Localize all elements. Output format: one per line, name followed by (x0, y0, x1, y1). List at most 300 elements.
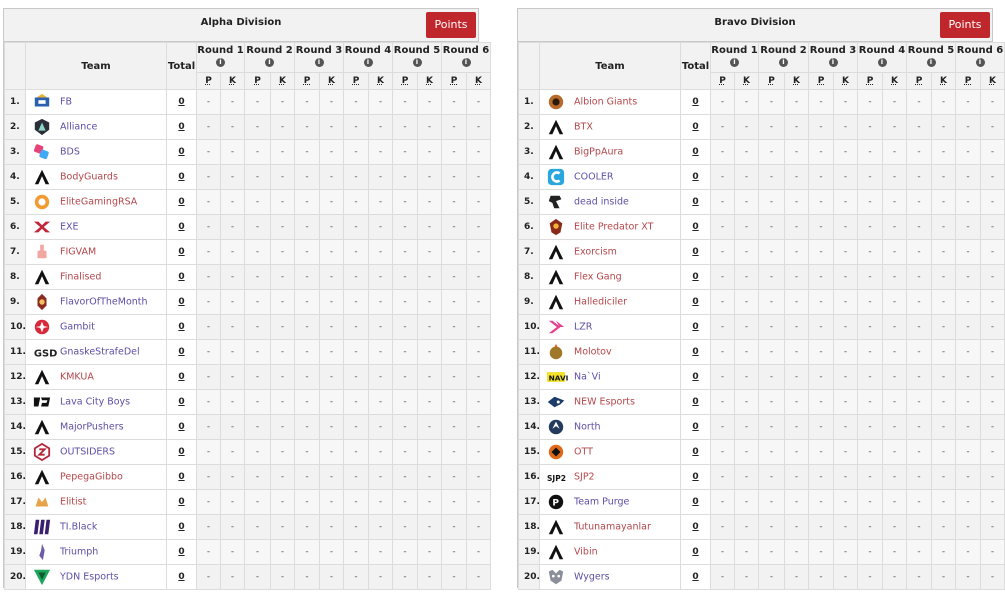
rank-cell: 10. (5, 315, 26, 340)
k-header[interactable]: K (320, 73, 344, 90)
team-name-link[interactable]: YDN Esports (60, 571, 119, 583)
round-k-cell: - (883, 165, 907, 190)
round-p-cell: - (858, 215, 883, 240)
round-p-cell: - (759, 240, 785, 265)
p-header[interactable]: P (295, 73, 320, 90)
round-k-cell: - (320, 315, 344, 340)
round-p-cell: - (759, 190, 785, 215)
round-k-cell: - (883, 565, 907, 590)
team-column-header[interactable]: Team (26, 43, 167, 90)
round-k-cell: - (369, 215, 393, 240)
team-name-link[interactable]: OTT (574, 446, 593, 458)
round-k-cell: - (981, 390, 1005, 415)
newesports-icon[interactable] (546, 393, 566, 411)
rank-cell: 10. (519, 315, 540, 340)
team-name-link[interactable]: Finalised (60, 271, 102, 283)
team-name-link[interactable]: COOLER (574, 171, 614, 183)
total-cell: 0 (167, 340, 197, 365)
team-name-link[interactable]: KMKUA (60, 371, 94, 383)
round-k-cell: - (834, 465, 858, 490)
round-p-cell: - (711, 115, 735, 140)
round-k-cell: - (271, 240, 295, 265)
round-k-cell: - (320, 115, 344, 140)
round-p-cell: - (907, 340, 932, 365)
gsd-icon[interactable] (32, 343, 58, 361)
round-k-cell: - (271, 490, 295, 515)
info-icon[interactable]: i (462, 58, 471, 67)
round-k-cell: - (883, 115, 907, 140)
k-header[interactable]: K (932, 73, 956, 90)
info-icon[interactable]: i (265, 58, 274, 67)
round-p-cell: - (759, 340, 785, 365)
p-header[interactable]: P (442, 73, 467, 90)
round-k-cell: - (932, 215, 956, 240)
team-name-link[interactable]: FlavorOfTheMonth (60, 296, 148, 308)
round-3-header (809, 43, 858, 73)
round-k-cell: - (369, 265, 393, 290)
round-k-cell: - (981, 115, 1005, 140)
round-p-cell: - (442, 340, 467, 365)
rank-cell: 2. (5, 115, 26, 140)
round-p-cell: - (344, 215, 369, 240)
round-p-cell: - (759, 290, 785, 315)
gambit-icon[interactable] (32, 318, 52, 336)
round-k-cell: - (221, 290, 245, 315)
triumph-icon[interactable] (32, 543, 52, 561)
table-row (5, 415, 491, 440)
total-cell: 0 (681, 140, 711, 165)
team-name-link[interactable]: BigPpAura (574, 146, 624, 158)
team-name-link[interactable]: Lava City Boys (60, 396, 131, 408)
round-p-cell: - (295, 240, 320, 265)
table-row (5, 540, 491, 565)
round-p-cell: - (956, 340, 981, 365)
round-p-cell: - (907, 265, 932, 290)
north-icon[interactable] (546, 418, 566, 436)
info-icon[interactable]: i (976, 58, 985, 67)
rank-cell: 19. (519, 540, 540, 565)
round-k-cell: - (467, 515, 491, 540)
p-header[interactable]: P (344, 73, 369, 90)
placeholder-a-icon[interactable] (546, 143, 566, 161)
info-icon[interactable]: i (878, 58, 887, 67)
team-cell (26, 390, 167, 415)
k-header[interactable]: K (735, 73, 759, 90)
round-k-cell: - (932, 115, 956, 140)
total-column-header[interactable]: Total (167, 43, 197, 90)
elitepredator-icon[interactable] (546, 218, 566, 236)
k-header[interactable]: K (221, 73, 245, 90)
team-name-link[interactable]: Wygers (574, 571, 610, 583)
figvam-icon[interactable] (32, 243, 52, 261)
ott-icon[interactable] (546, 443, 566, 461)
round-p-cell: - (956, 490, 981, 515)
round-k-cell: - (467, 90, 491, 115)
k-header[interactable]: K (981, 73, 1005, 90)
round-p-cell: - (809, 215, 834, 240)
round-p-cell: - (442, 540, 467, 565)
team-name-link[interactable]: Elite Predator XT (574, 221, 654, 233)
total-cell: 0 (681, 565, 711, 590)
round-k-cell: - (785, 240, 809, 265)
p-header[interactable]: P (245, 73, 271, 90)
round-k-cell: - (981, 90, 1005, 115)
ydn-icon[interactable] (32, 568, 52, 586)
team-cell (26, 290, 167, 315)
team-name-link[interactable]: Tutunamayanlar (574, 521, 651, 533)
team-name-link[interactable]: Triumph (60, 546, 99, 558)
k-header[interactable]: K (369, 73, 393, 90)
round-p-cell: - (711, 240, 735, 265)
team-cell (540, 465, 681, 490)
round-p-cell: - (711, 315, 735, 340)
round-k-cell: - (418, 240, 442, 265)
round-k-cell: - (369, 390, 393, 415)
placeholder-a-icon[interactable] (32, 418, 52, 436)
round-p-cell: - (295, 540, 320, 565)
team-name-link[interactable]: FB (60, 96, 72, 108)
placeholder-a-icon[interactable] (32, 268, 52, 286)
total-cell: 0 (681, 390, 711, 415)
round-k-cell: - (785, 365, 809, 390)
molotov-icon[interactable] (546, 343, 566, 361)
round-k-cell: - (785, 415, 809, 440)
round-p-cell: - (858, 390, 883, 415)
points-button[interactable]: Points (940, 12, 990, 38)
total-cell: 0 (167, 265, 197, 290)
round-p-cell: - (344, 190, 369, 215)
rank-cell: 17. (519, 490, 540, 515)
round-k-cell: - (369, 240, 393, 265)
info-icon[interactable]: i (927, 58, 936, 67)
round-p-cell: - (809, 490, 834, 515)
placeholder-a-icon[interactable] (546, 243, 566, 261)
k-header[interactable]: K (785, 73, 809, 90)
deadinside-icon[interactable] (546, 193, 566, 211)
round-p-cell: - (344, 315, 369, 340)
round-k-cell: - (785, 540, 809, 565)
round-k-cell: - (883, 490, 907, 515)
round-label: Round 4 (858, 45, 906, 56)
round-label: Round 2 (760, 45, 807, 56)
p-header[interactable]: P (393, 73, 418, 90)
lcb-icon[interactable] (32, 393, 52, 411)
round-p-cell: - (809, 340, 834, 365)
table-row (519, 440, 1005, 465)
p-header[interactable]: P (809, 73, 834, 90)
round-p-cell: - (197, 565, 221, 590)
round-k-cell: - (785, 440, 809, 465)
flavor-icon[interactable] (32, 293, 52, 311)
round-k-cell: - (467, 140, 491, 165)
tiblack-icon[interactable] (32, 518, 52, 536)
round-p-cell: - (442, 440, 467, 465)
team-name-link[interactable]: Team Purge (574, 496, 630, 508)
navi-icon[interactable] (546, 368, 569, 386)
total-cell: 0 (681, 540, 711, 565)
round-p-cell: - (344, 540, 369, 565)
round-p-cell: - (956, 115, 981, 140)
round-p-cell: - (759, 415, 785, 440)
round-p-cell: - (907, 215, 932, 240)
round-p-cell: - (858, 365, 883, 390)
team-name-link[interactable]: OUTSIDERS (60, 446, 116, 458)
round-3-header (295, 43, 344, 73)
total-cell: 0 (681, 90, 711, 115)
round-k-cell: - (467, 390, 491, 415)
round-p-cell: - (442, 490, 467, 515)
team-name-link[interactable]: Na`Vi (574, 371, 601, 383)
table-row (5, 90, 491, 115)
team-name-link[interactable]: Alliance (60, 121, 98, 133)
round-k-cell: - (785, 140, 809, 165)
p-header[interactable]: P (197, 73, 221, 90)
rank-cell: 9. (519, 290, 540, 315)
round-k-cell: - (735, 490, 759, 515)
teampurge-icon[interactable] (546, 493, 566, 511)
round-p-cell: - (245, 315, 271, 340)
team-name-link[interactable]: TI.Black (60, 521, 98, 533)
lzr-icon[interactable] (546, 318, 566, 336)
team-name-link[interactable]: GnaskeStrafeDel (60, 346, 140, 358)
round-p-cell: - (442, 415, 467, 440)
k-header[interactable]: K (834, 73, 858, 90)
round-p-cell: - (809, 390, 834, 415)
info-icon[interactable]: i (413, 58, 422, 67)
info-icon[interactable]: i (364, 58, 373, 67)
team-name-link[interactable]: BodyGuards (60, 171, 118, 183)
round-p-cell: - (956, 90, 981, 115)
total-column-header[interactable]: Total (681, 43, 711, 90)
round-p-cell: - (393, 115, 418, 140)
team-name-link[interactable]: Albion Giants (574, 96, 638, 108)
p-header[interactable]: P (759, 73, 785, 90)
round-p-cell: - (907, 390, 932, 415)
table-row (519, 365, 1005, 390)
round-p-cell: - (809, 565, 834, 590)
placeholder-a-icon[interactable] (32, 368, 52, 386)
team-cell (540, 440, 681, 465)
round-k-cell: - (369, 540, 393, 565)
round-p-cell: - (393, 490, 418, 515)
round-p-cell: - (393, 465, 418, 490)
team-name-link[interactable]: MajorPushers (60, 421, 124, 433)
round-k-cell: - (981, 415, 1005, 440)
round-p-cell: - (393, 215, 418, 240)
round-p-cell: - (956, 515, 981, 540)
fb-icon[interactable] (32, 93, 52, 111)
table-row (519, 540, 1005, 565)
team-name-link[interactable]: EliteGamingRSA (60, 196, 138, 208)
round-p-cell: - (907, 365, 932, 390)
round-p-cell: - (809, 315, 834, 340)
placeholder-a-icon[interactable] (546, 543, 566, 561)
wygers-icon[interactable] (546, 568, 566, 586)
team-name-link[interactable]: Flex Gang (574, 271, 622, 283)
team-name-link[interactable]: SJP2 (574, 471, 595, 483)
rank-cell: 1. (519, 90, 540, 115)
round-k-cell: - (883, 440, 907, 465)
albion-icon[interactable] (546, 93, 566, 111)
placeholder-a-icon[interactable] (546, 268, 566, 286)
round-p-cell: - (245, 115, 271, 140)
placeholder-a-icon[interactable] (546, 118, 566, 136)
team-name-link[interactable]: BDS (60, 146, 80, 158)
round-k-cell: - (735, 290, 759, 315)
info-icon[interactable]: i (315, 58, 324, 67)
round-k-cell: - (221, 340, 245, 365)
team-name-link[interactable]: Exorcism (574, 246, 617, 258)
round-k-cell: - (418, 415, 442, 440)
round-p-cell: - (295, 140, 320, 165)
team-cell (540, 165, 681, 190)
team-name-link[interactable]: dead inside (574, 196, 629, 208)
team-name-link[interactable]: Gambit (60, 321, 95, 333)
team-name-link[interactable]: BTX (574, 121, 593, 133)
placeholder-a-icon[interactable] (546, 293, 566, 311)
round-p-cell: - (393, 515, 418, 540)
round-p-cell: - (295, 390, 320, 415)
round-k-cell: - (467, 215, 491, 240)
round-k-cell: - (883, 340, 907, 365)
round-p-cell: - (907, 415, 932, 440)
round-p-cell: - (344, 90, 369, 115)
round-p-cell: - (197, 365, 221, 390)
round-p-cell: - (809, 540, 834, 565)
round-label: Round 1 (711, 45, 758, 56)
sjp2-icon[interactable] (546, 468, 566, 486)
rank-cell: 3. (5, 140, 26, 165)
round-k-cell: - (418, 340, 442, 365)
round-k-cell: - (320, 290, 344, 315)
team-name-link[interactable]: EXE (60, 221, 79, 233)
k-header[interactable]: K (271, 73, 295, 90)
division-header (4, 9, 478, 42)
team-name-link[interactable]: PepegaGibbo (60, 471, 123, 483)
rank-cell: 5. (5, 190, 26, 215)
round-p-cell: - (344, 415, 369, 440)
team-name-link[interactable]: Molotov (574, 346, 612, 358)
round-p-cell: - (759, 515, 785, 540)
table-row (5, 315, 491, 340)
total-cell: 0 (167, 515, 197, 540)
round-k-cell: - (834, 265, 858, 290)
round-k-cell: - (932, 490, 956, 515)
rank-cell: 6. (5, 215, 26, 240)
round-p-cell: - (759, 115, 785, 140)
elitist-icon[interactable] (32, 493, 52, 511)
team-name-link[interactable]: LZR (574, 321, 593, 333)
round-p-cell: - (295, 340, 320, 365)
k-header[interactable]: K (418, 73, 442, 90)
round-p-cell: - (344, 290, 369, 315)
p-header[interactable]: P (956, 73, 981, 90)
placeholder-a-icon[interactable] (32, 468, 52, 486)
total-cell: 0 (681, 490, 711, 515)
round-p-cell: - (442, 565, 467, 590)
team-name-link[interactable]: North (574, 421, 601, 433)
p-header[interactable]: P (907, 73, 932, 90)
outsiders-icon[interactable] (32, 443, 52, 461)
round-k-cell: - (320, 140, 344, 165)
round-k-cell: - (735, 215, 759, 240)
table-row (519, 265, 1005, 290)
division-title: Bravo Division (714, 17, 796, 28)
info-icon[interactable]: i (829, 58, 838, 67)
k-header[interactable]: K (467, 73, 491, 90)
round-p-cell: - (858, 340, 883, 365)
team-column-header[interactable]: Team (540, 43, 681, 90)
round-k-cell: - (369, 315, 393, 340)
team-name-link[interactable]: Hallediciler (574, 296, 628, 308)
round-k-cell: - (418, 390, 442, 415)
placeholder-a-icon[interactable] (32, 168, 52, 186)
p-header[interactable]: P (858, 73, 883, 90)
standings-table (4, 42, 491, 590)
round-k-cell: - (735, 365, 759, 390)
team-cell (540, 315, 681, 340)
team-cell (540, 365, 681, 390)
round-k-cell: - (221, 365, 245, 390)
round-p-cell: - (197, 340, 221, 365)
round-p-cell: - (393, 540, 418, 565)
round-p-cell: - (858, 540, 883, 565)
table-row (519, 515, 1005, 540)
round-p-cell: - (956, 415, 981, 440)
round-k-cell: - (735, 440, 759, 465)
info-icon[interactable]: i (730, 58, 739, 67)
team-cell (26, 465, 167, 490)
round-k-cell: - (467, 290, 491, 315)
team-name-link[interactable]: Elitist (60, 496, 87, 508)
round-k-cell: - (735, 465, 759, 490)
round-p-cell: - (344, 240, 369, 265)
round-4-header (344, 43, 393, 73)
info-icon[interactable]: i (779, 58, 788, 67)
exe-icon[interactable] (32, 218, 52, 236)
team-name-link[interactable]: Vibin (574, 546, 598, 558)
placeholder-a-icon[interactable] (546, 518, 566, 536)
rank-column-header (519, 43, 540, 90)
p-header[interactable]: P (711, 73, 735, 90)
team-name-link[interactable]: FIGVAM (60, 246, 97, 258)
round-k-cell: - (932, 290, 956, 315)
total-cell: 0 (681, 315, 711, 340)
k-header[interactable]: K (883, 73, 907, 90)
bds-icon[interactable] (32, 143, 52, 161)
rank-cell: 4. (5, 165, 26, 190)
round-p-cell: - (711, 215, 735, 240)
team-cell (26, 515, 167, 540)
round-p-cell: - (809, 90, 834, 115)
team-name-link[interactable]: NEW Esports (574, 396, 635, 408)
table-row (519, 115, 1005, 140)
cooler-icon[interactable] (546, 168, 566, 186)
round-p-cell: - (809, 290, 834, 315)
points-button[interactable]: Points (426, 12, 476, 38)
round-p-cell: - (442, 215, 467, 240)
round-k-cell: - (467, 490, 491, 515)
elitegaming-icon[interactable] (32, 193, 52, 211)
round-p-cell: - (245, 90, 271, 115)
round-p-cell: - (245, 140, 271, 165)
total-cell: 0 (167, 365, 197, 390)
info-icon[interactable]: i (216, 58, 225, 67)
alliance-icon[interactable] (32, 118, 52, 136)
svg-text:SJP2: SJP2 (547, 473, 566, 483)
round-k-cell: - (932, 365, 956, 390)
round-p-cell: - (344, 115, 369, 140)
